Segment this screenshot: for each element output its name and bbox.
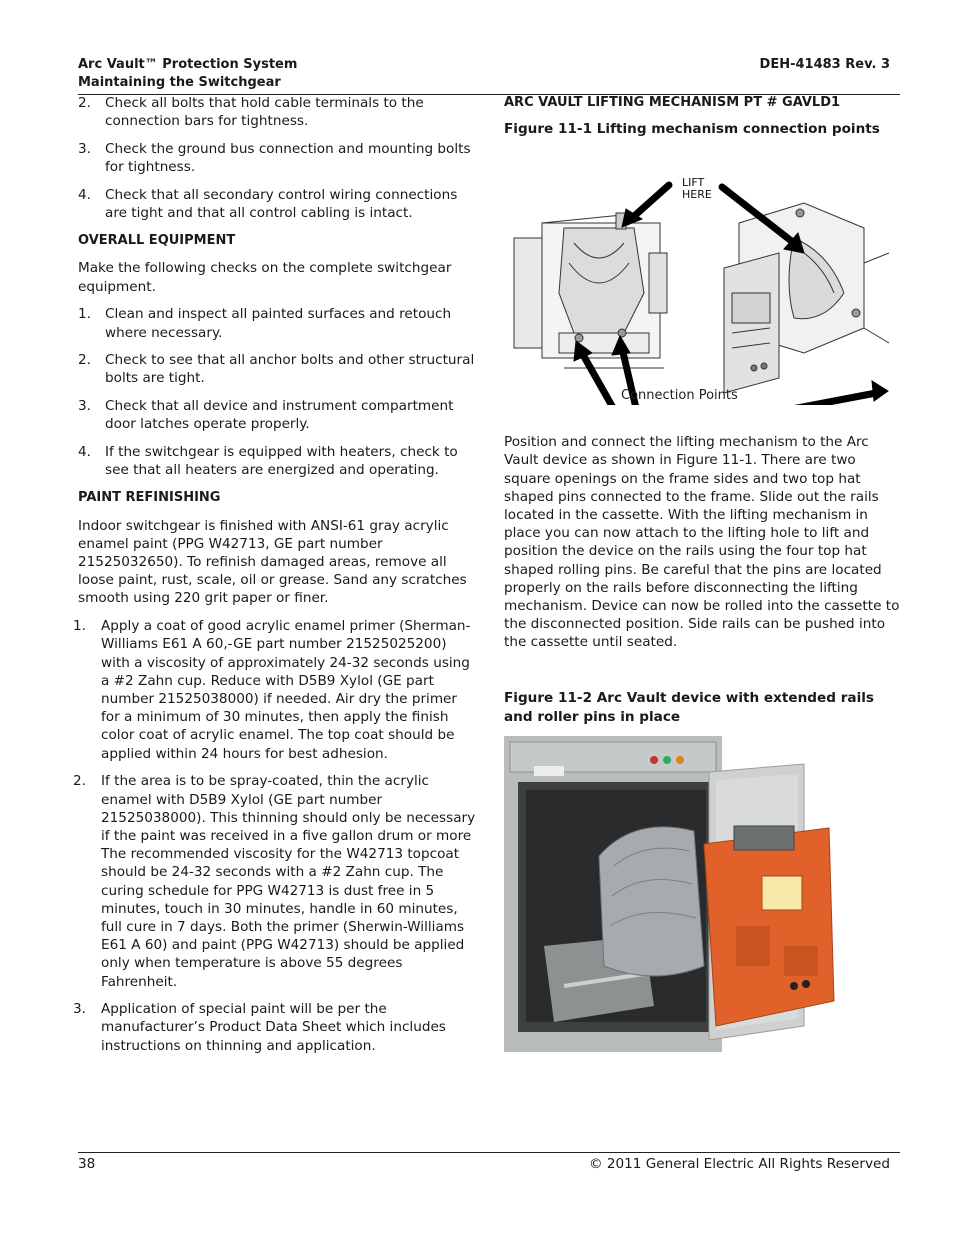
list-item: 1. Apply a coat of good acrylic enamel primer (Sherman-Williams E61 A 60,-GE part number 21525025200) with a viscosity of approximately 24-32 seconds using a #2 Zahn cup. Reduce with D5B9 Xylol (GE part number 21525038000) if needed. Air dry the primer for a minimum of 30 minutes, then apply the finish color coat of acrylic enamel. The top coat should be applied within 24 hours for best adhesion. (73, 618, 471, 762)
doc-number: DEH-41483 Rev. 3 (759, 57, 890, 72)
list-item: 3. Check the ground bus connection and mounting bolts for tightness. (78, 140, 471, 176)
list-item: 1. Clean and inspect all painted surfaces and retouch where necessary. (78, 306, 452, 341)
list-item: 2. Check all bolts that hold cable terminals to the connection bars for tightness. (78, 95, 424, 130)
page-number: 38 (78, 1156, 96, 1172)
footer-rule (78, 1152, 900, 1153)
list-item: 2. Check to see that all anchor bolts and other structural bolts are tight. (78, 352, 475, 387)
lifting-body-text: Position and connect the lifting mechanism to the Arc Vault device as shown in Figure 11-1. There are two square openings on the frame sides and two top hat shaped pins connected to the frame. Slide out the rails located in the cassette. With the lifting mechanism in place you can now attach to the lifting hole to lift and position the device on the rails using the four top hat shaped rolling pins. Be careful that the pins are located properly on the rails before disconnecting the lifting mechanism. Device can now be rolled into the cassette to the disconnected position. Side rails can be pushed into the cassette until seated. (504, 434, 900, 651)
lift-here-label-line1: LIFT (682, 176, 705, 190)
figure-11-2-caption: Figure 11-2 Arc Vault device with extended rails and roller pins in place (504, 689, 874, 725)
paint-intro: Indoor switchgear is finished with ANSI-61 gray acrylic enamel paint (PPG W42713, GE part number 21525032650). To refinish damaged areas, remove all loose paint, rust, scale, oil or grease. Sand any scratches smooth using 220 grit paper or finer. (78, 517, 467, 607)
list-item: 3. Check that all device and instrument compartment door latches operate properly. (78, 398, 454, 433)
lifting-mechanism-heading: ARC VAULT LIFTING MECHANISM PT # GAVLD1 (504, 95, 841, 110)
figure-11-1-caption: Figure 11-1 Lifting mechanism connection points (504, 121, 880, 138)
figure-11-2-device-photo (504, 736, 862, 1052)
overall-equipment-heading: OVERALL EQUIPMENT (78, 232, 236, 248)
header-subtitle: Maintaining the Switchgear (78, 75, 281, 90)
header-title: Arc Vault™ Protection System (78, 57, 298, 72)
overall-intro: Make the following checks on the complete switchgear equipment. (78, 260, 452, 295)
figure-11-1-lifting-diagram (504, 143, 896, 405)
left-column (73, 94, 478, 1055)
list-item: 4. If the switchgear is equipped with heaters, check to see that all heaters are energized and operating. (78, 444, 458, 479)
right-column (504, 94, 900, 1052)
running-header (78, 56, 297, 92)
paint-refinishing-heading: PAINT REFINISHING (78, 489, 221, 505)
list-item: 3. Application of special paint will be per the manufacturer’s Product Data Sheet which includes instructions on thinning and application. (73, 1001, 446, 1054)
list-item: 2. If the area is to be spray-coated, thin the acrylic enamel with D5B9 Xylol (GE part number 21525038000). This thinning should only be necessary if the paint was received in a five gallon drum or more The recommended viscosity for the W42713 topcoat should be 24-32 seconds with a #2 Zahn cup. The curing schedule for PPG W42713 is dust free in 5 minutes, touch in 30 minutes, handle in 60 minutes, full cure in 7 days. Both the primer (Sherwin-Williams E61 A 60) and paint (PPG W42713) should be applied only when temperature is above 55 degrees Fahrenheit. (73, 773, 476, 990)
lift-here-label-line2: HERE (682, 188, 712, 202)
copyright-notice: © 2011 General Electric All Rights Reserved (588, 1156, 890, 1172)
list-item: 4. Check that all secondary control wiring connections are tight and that all control cabling is intact. (78, 186, 458, 222)
connection-points-label: Connection Points (621, 388, 738, 404)
